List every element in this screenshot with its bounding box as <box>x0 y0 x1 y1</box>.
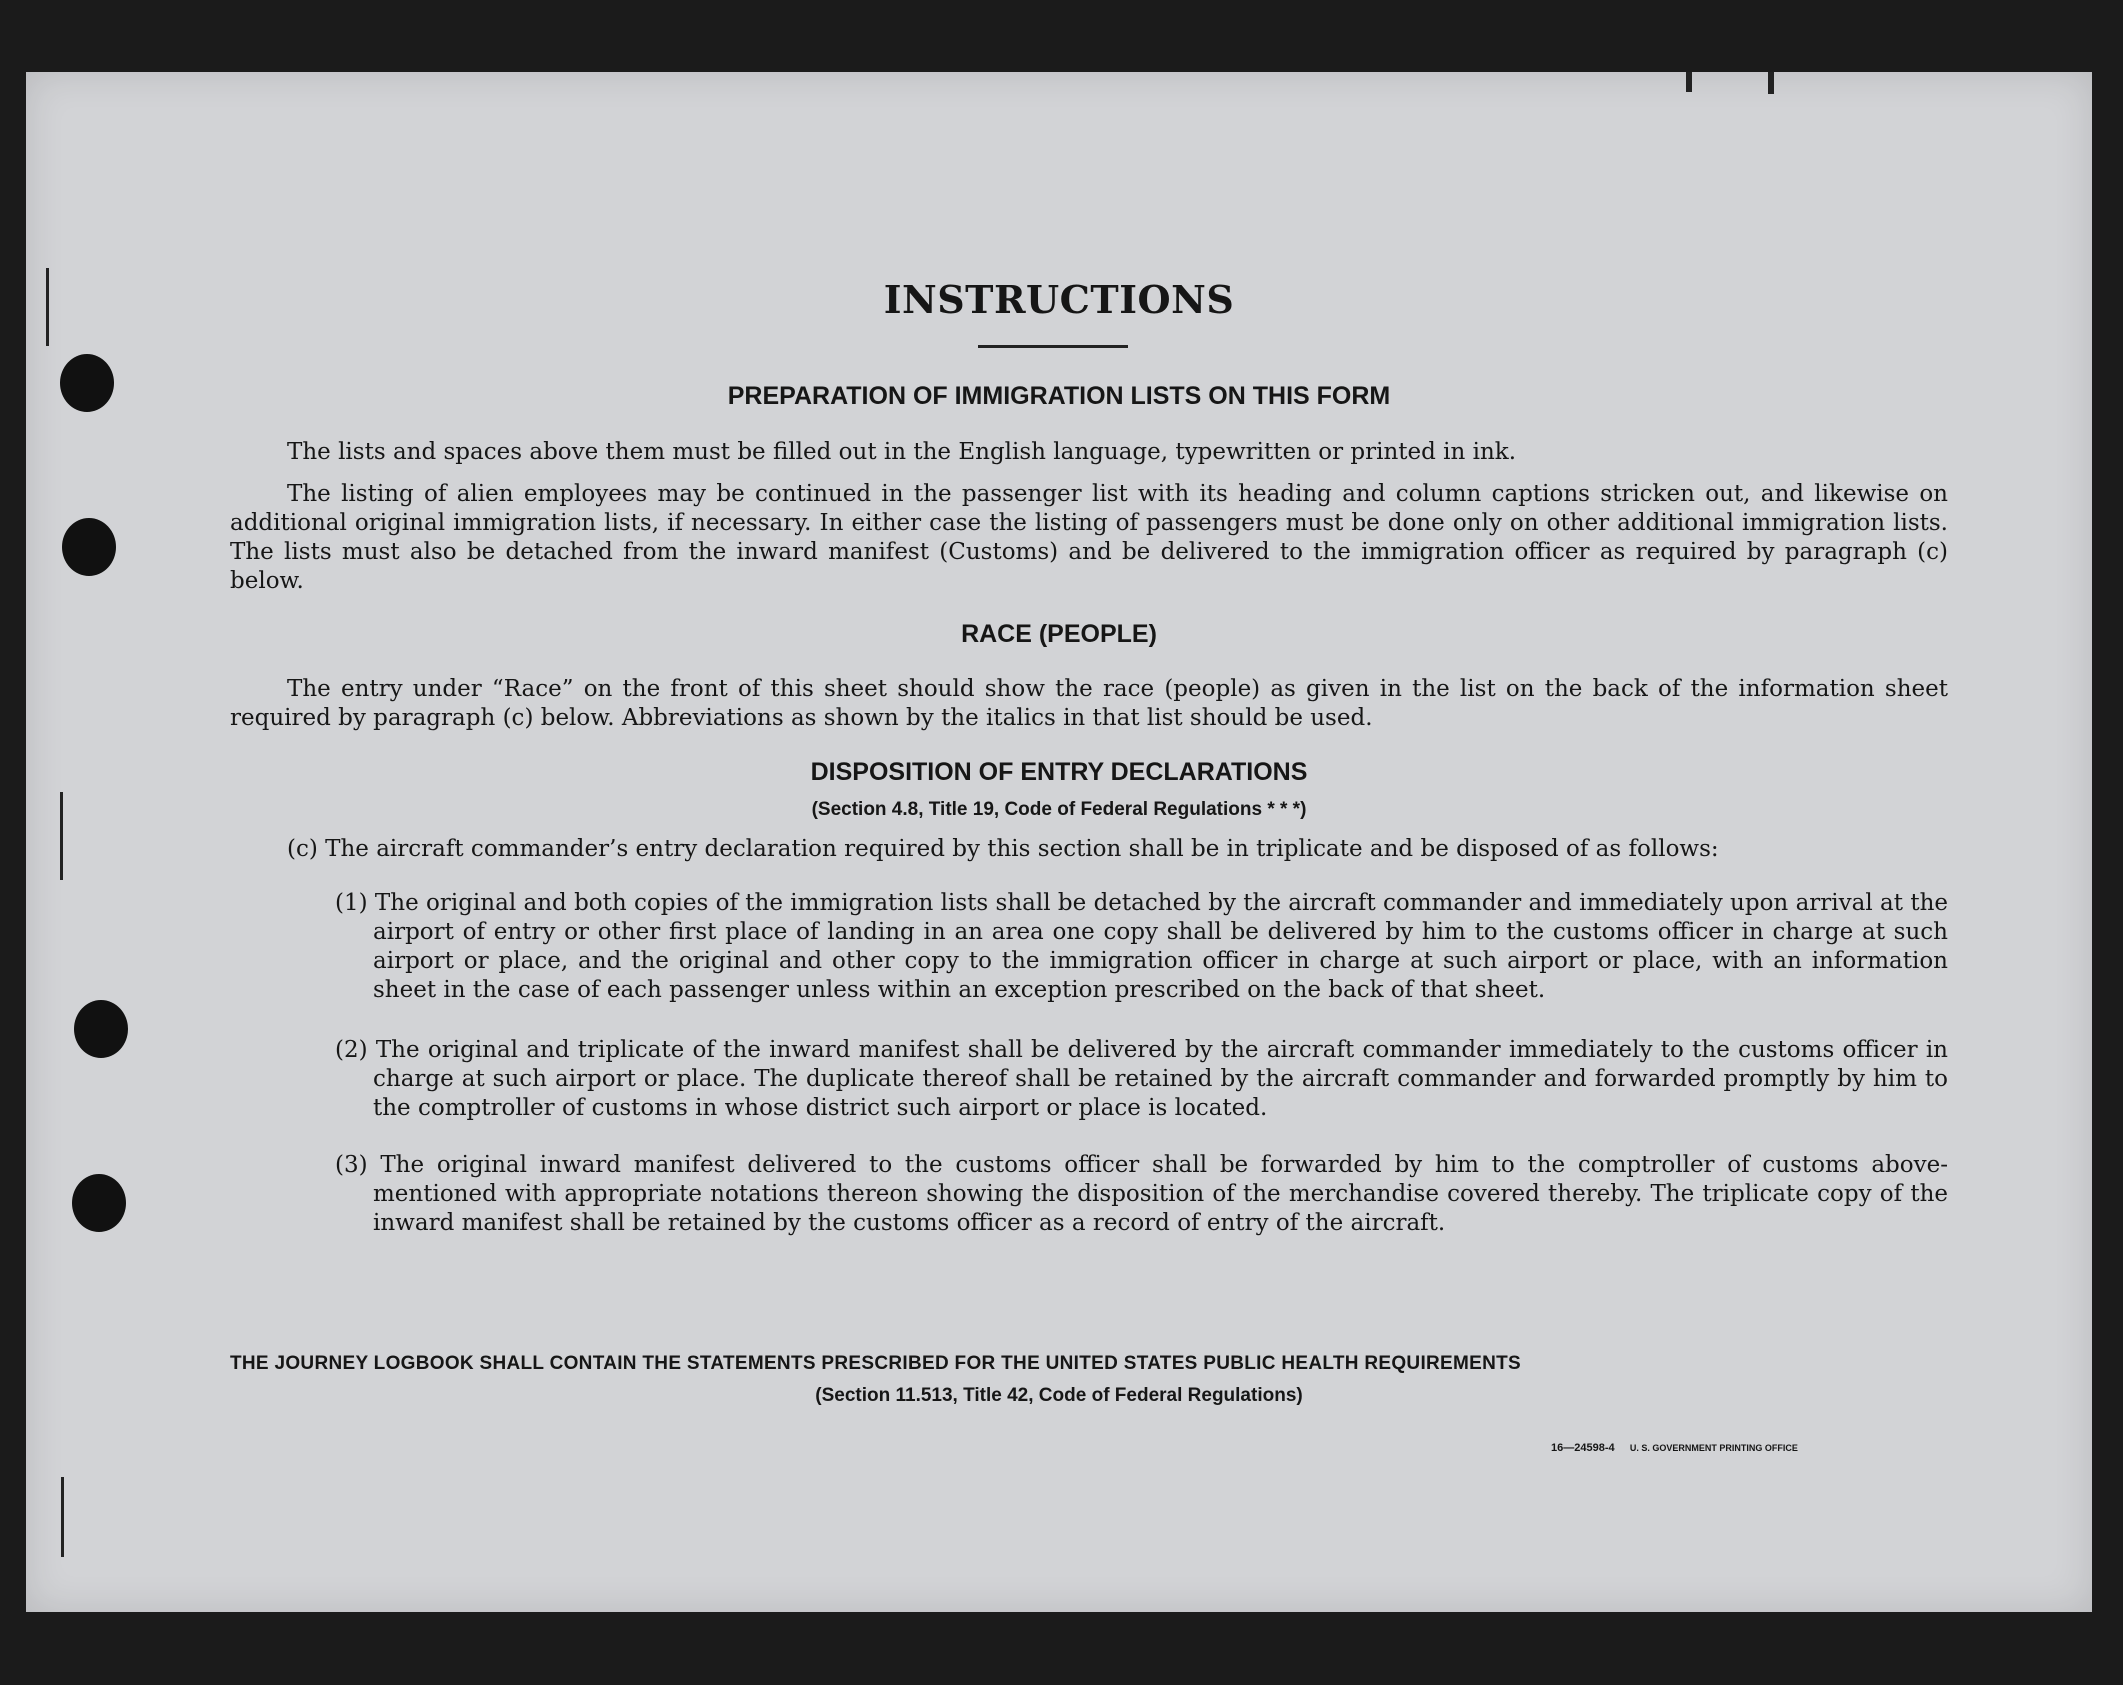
section-heading-race: RACE (PEOPLE) <box>961 620 1157 648</box>
footer-citation: (Section 11.513, Title 42, Code of Federal Regulations) <box>815 1385 1303 1406</box>
print-code <box>1551 1442 1798 1454</box>
title-underline <box>978 345 1128 348</box>
section-heading-disposition: DISPOSITION OF ENTRY DECLARATIONS <box>810 758 1308 786</box>
printer-name: U. S. GOVERNMENT PRINTING OFFICE <box>1629 1443 1798 1453</box>
paragraph: The listing of alien employees may be continued in the passenger list with its heading and column captions stricken out, and likewise on additional original immigration lists, if necessary. In either case the listing of passengers must be done only on other additional immigration lists. The lists must also be detached from the inward manifest (Customs) and be delivered to the immigration officer as required by paragraph (c) below. <box>230 481 1948 594</box>
section-heading-preparation: PREPARATION OF IMMIGRATION LISTS ON THIS FORM <box>727 382 1391 410</box>
print-number: 16—24598-4 <box>1551 1442 1615 1454</box>
list-item: (1) The original and both copies of the immigration lists shall be detached by the aircraft commander and immediately upon arrival at the airport of entry or other first place of landing in an area one copy shall be delivered by him to the customs officer in charge at such airport or place, and the original and other copy to the immigration officer in charge at such airport or place, with an information sheet in the case of each passenger unless within an exception prescribed on the back of that sheet. <box>335 890 1948 1003</box>
document-sheet <box>26 72 2092 1612</box>
page-title: INSTRUCTIONS <box>883 277 1235 322</box>
footer-statement: THE JOURNEY LOGBOOK SHALL CONTAIN THE STATEMENTS PRESCRIBED FOR THE UNITED STATES PUBLIC HEALTH REQUIREMENTS <box>230 1353 1522 1374</box>
list-item: (3) The original inward manifest delivered to the customs officer shall be forwarded by him to the comptroller of customs above-mentioned with appropriate notations thereon showing the disposition of the merchandise covered thereby. The triplicate copy of the inward manifest shall be retained by the customs officer as a record of entry of the aircraft. <box>335 1152 1948 1236</box>
list-item: (2) The original and triplicate of the inward manifest shall be delivered by the aircraft commander immediately to the customs officer in charge at such airport or place. The duplicate thereof shall be retained by the aircraft commander and forwarded promptly by him to the comptroller of customs in whose district such airport or place is located. <box>335 1037 1948 1121</box>
paragraph-c: (c) The aircraft commander’s entry declaration required by this section shall be in triplicate and be disposed of as follows: <box>287 836 1719 862</box>
section-citation: (Section 4.8, Title 19, Code of Federal Regulations * * *) <box>811 799 1307 820</box>
paragraph: The entry under “Race” on the front of this sheet should show the race (people) as given in the list on the back of the information sheet required by paragraph (c) below. Abbreviations as shown by the italics in that list should be used. <box>230 676 1948 731</box>
paragraph: The lists and spaces above them must be filled out in the English language, typewritten or printed in ink. <box>287 439 1517 465</box>
